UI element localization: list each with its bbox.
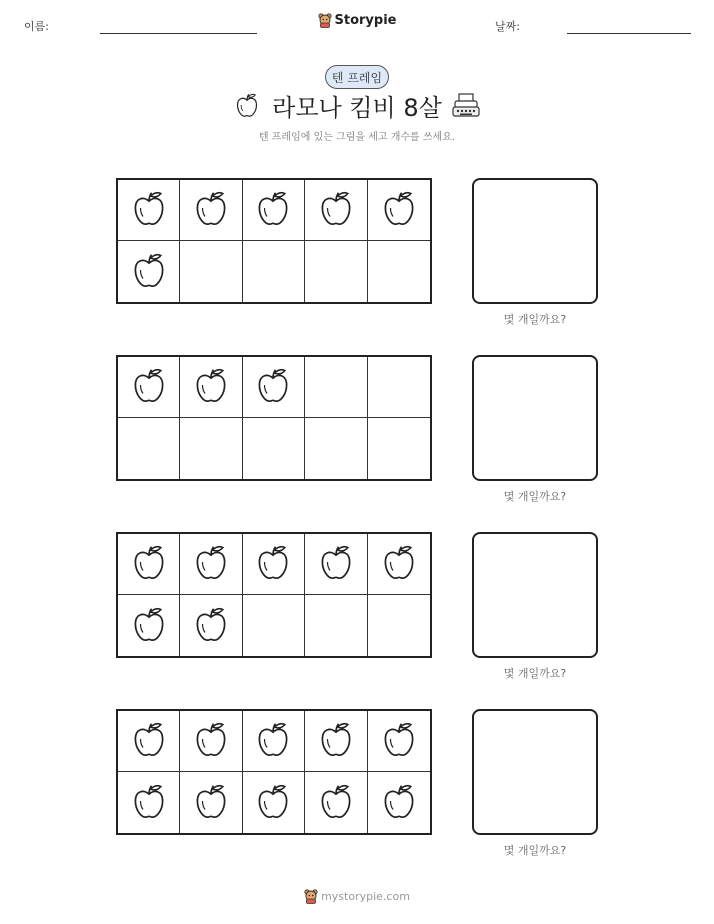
- frame-cell: [243, 534, 305, 595]
- ten-frame: [116, 532, 432, 658]
- bear-icon: [304, 888, 318, 904]
- frame-cell: [243, 772, 305, 833]
- frame-cell: [368, 241, 430, 302]
- footer: [0, 888, 714, 904]
- apple-icon: [132, 720, 166, 762]
- frame-cell: [368, 711, 430, 772]
- question-label: 몇 개일까요?: [503, 667, 567, 680]
- frame-cell: [243, 418, 305, 479]
- answer-box[interactable]: [472, 532, 598, 658]
- frame-cell: [368, 357, 430, 418]
- frame-cell: [305, 357, 367, 418]
- instructions: 텐 프레임에 있는 그림을 세고 개수를 쓰세요.: [258, 132, 456, 143]
- frame-cell: [118, 357, 180, 418]
- frame-cell: [243, 711, 305, 772]
- frame-cell: [305, 534, 367, 595]
- apple-icon: [132, 366, 166, 408]
- frame-cell: [305, 772, 367, 833]
- ten-frame: [116, 178, 432, 304]
- bear-icon: [318, 12, 332, 28]
- apple-icon: [256, 366, 290, 408]
- frame-cell: [180, 595, 242, 656]
- name-label: 이름:: [24, 20, 49, 33]
- frame-cell: [305, 180, 367, 241]
- answer-box[interactable]: [472, 709, 598, 835]
- ten-frame: [116, 355, 432, 481]
- apple-icon: [256, 189, 290, 231]
- apple-icon: [132, 251, 166, 293]
- date-label: 날짜:: [495, 20, 520, 33]
- apple-icon: [194, 366, 228, 408]
- frame-cell: [118, 241, 180, 302]
- frame-cell: [118, 772, 180, 833]
- frame-cell: [305, 595, 367, 656]
- apple-icon: [194, 189, 228, 231]
- apple-icon: [194, 782, 228, 824]
- question-label: 몇 개일까요?: [503, 844, 567, 857]
- frame-cell: [243, 241, 305, 302]
- apple-icon: [319, 189, 353, 231]
- apple-icon: [132, 543, 166, 585]
- answer-box[interactable]: [472, 355, 598, 481]
- frame-cell: [243, 180, 305, 241]
- date-line[interactable]: [567, 33, 691, 34]
- frame-cell: [368, 180, 430, 241]
- frame-cell: [180, 241, 242, 302]
- apple-icon: [319, 543, 353, 585]
- apple-icon: [382, 543, 416, 585]
- frame-cell: [305, 711, 367, 772]
- apple-icon: [382, 189, 416, 231]
- apple-icon: [194, 605, 228, 647]
- frame-cell: [368, 595, 430, 656]
- frame-cell: [180, 711, 242, 772]
- frame-cell: [180, 180, 242, 241]
- apple-icon: [256, 720, 290, 762]
- apple-icon: [319, 782, 353, 824]
- apple-icon: [256, 782, 290, 824]
- apple-icon: [194, 720, 228, 762]
- frame-cell: [243, 595, 305, 656]
- frame-cell: [180, 772, 242, 833]
- frame-cell: [180, 418, 242, 479]
- frame-cell: [368, 418, 430, 479]
- frame-cell: [180, 357, 242, 418]
- frame-cell: [368, 534, 430, 595]
- apple-icon: [382, 782, 416, 824]
- frame-cell: [180, 534, 242, 595]
- question-label: 몇 개일까요?: [503, 490, 567, 503]
- apple-icon: [194, 543, 228, 585]
- brand-logo: [0, 12, 714, 28]
- apple-icon: [132, 605, 166, 647]
- frame-cell: [118, 595, 180, 656]
- apple-icon: [319, 720, 353, 762]
- apple-icon: [132, 782, 166, 824]
- frame-cell: [305, 418, 367, 479]
- worksheet-badge: 텐 프레임: [325, 65, 389, 89]
- brand-name: Storypie: [334, 13, 397, 28]
- footer-url[interactable]: mystorypie.com: [321, 890, 410, 903]
- apple-icon: [132, 189, 166, 231]
- apple-icon: [256, 543, 290, 585]
- name-line[interactable]: [100, 33, 257, 34]
- frame-cell: [305, 241, 367, 302]
- frame-cell: [118, 711, 180, 772]
- question-label: 몇 개일까요?: [503, 313, 567, 326]
- frame-cell: [368, 772, 430, 833]
- frame-cell: [243, 357, 305, 418]
- frame-cell: [118, 534, 180, 595]
- page-title: 라모나 킴비 8살: [272, 94, 442, 122]
- ten-frame: [116, 709, 432, 835]
- answer-box[interactable]: [472, 178, 598, 304]
- typewriter-icon: [452, 92, 480, 118]
- frame-cell: [118, 418, 180, 479]
- apple-icon: [382, 720, 416, 762]
- frame-cell: [118, 180, 180, 241]
